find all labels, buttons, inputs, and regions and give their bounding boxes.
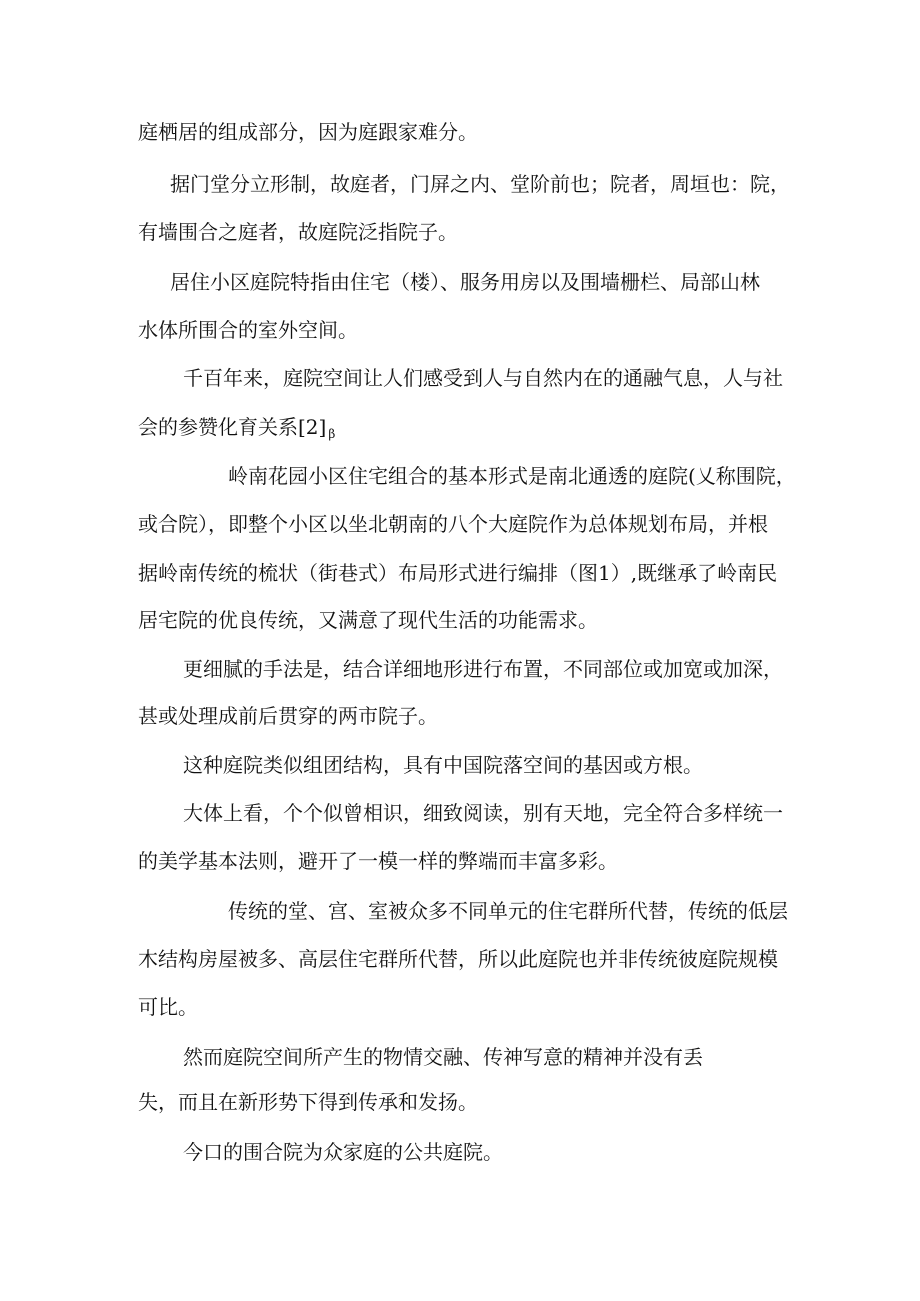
- paragraph-line: 更细腻的手法是，结合详细地形进行布置，不同部位或加宽或加深，: [183, 657, 783, 681]
- paragraph-line: 居住小区庭院特指由住宅（楼）、服务用房以及围墙栅栏、局部山林: [170, 270, 760, 294]
- paragraph-line: 可比。: [138, 995, 198, 1019]
- paragraph-line: 据岭南传统的梳状（街巷式）布局形式进行编排（图1）,既继承了岭南民: [138, 561, 778, 585]
- paragraph-line: 然而庭院空间所产生的物情交融、传神写意的精神并没有丢: [183, 1045, 703, 1069]
- paragraph-line: 有墙围合之庭者，故庭院泛指院子。: [138, 220, 458, 244]
- paragraph-line: 今口的围合院为众家庭的公共庭院。: [183, 1140, 503, 1164]
- paragraph-line: 水体所围合的室外空间。: [138, 318, 358, 342]
- paragraph-line: 失，而且在新形势下得到传承和发扬。: [138, 1090, 478, 1114]
- paragraph-line: 大体上看，个个似曾相识，细致阅读，别有天地，完全符合多样统一: [183, 801, 783, 825]
- paragraph-line: 或合院），即整个小区以坐北朝南的八个大庭院作为总体规划布局，并根: [138, 512, 768, 536]
- paragraph-line: 甚或处理成前后贯穿的两市院子。: [138, 704, 438, 728]
- paragraph-line: 千百年来，庭院空间让人们感受到人与自然内在的通融气息，人与社: [183, 366, 783, 390]
- paragraph-line: 居宅院的优良传统，又满意了现代生活的功能需求。: [138, 608, 598, 632]
- paragraph-line: 这种庭院类似组团结构，具有中国院落空间的基因或方根。: [183, 753, 703, 777]
- paragraph-line: 据门堂分立形制，故庭者，门屏之内、堂阶前也；院者，周垣也：院，: [170, 172, 790, 196]
- paragraph-line: 庭栖居的组成部分，因为庭跟家难分。: [138, 120, 478, 144]
- paragraph-line: 传统的堂、宫、室被众多不同单元的住宅群所代替，传统的低层: [228, 899, 788, 923]
- paragraph-line: 岭南花园小区住宅组合的基本形式是南北通透的庭院(乂称围院，: [228, 464, 796, 488]
- paragraph-line: 木结构房屋被多、高层住宅群所代替，所以此庭院也并非传统彼庭院规模: [138, 947, 778, 971]
- paragraph-line: [138, 413, 335, 448]
- paragraph-line: 的美学基本法则，避开了一模一样的弊端而丰富多彩。: [138, 849, 618, 873]
- citation-suffix: β: [328, 427, 336, 441]
- paragraph-text: 会的参赞化育关系[2]: [138, 415, 327, 439]
